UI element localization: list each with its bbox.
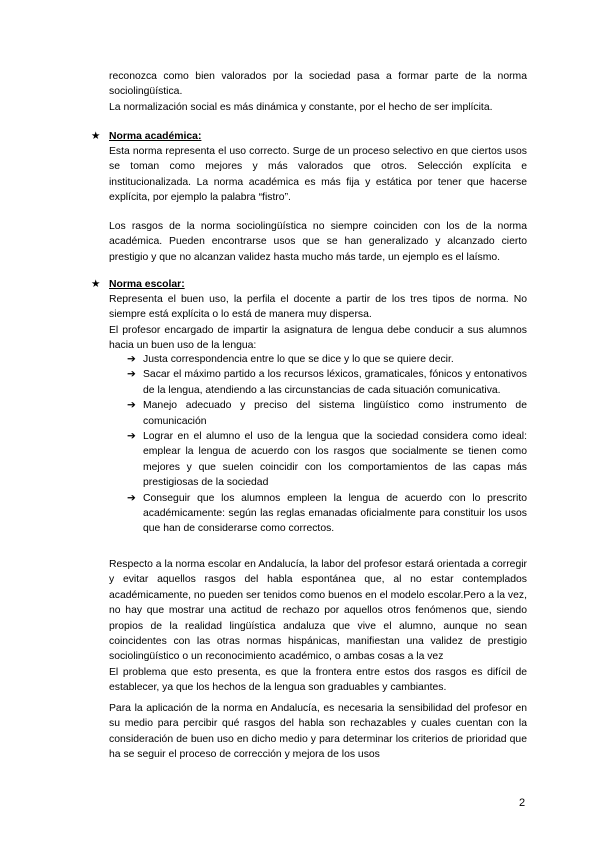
andalucia-paragraph1 bbox=[109, 557, 527, 696]
list-item-text: Manejo adecuado y preciso del sistema lingüístico como instrumento de comunicación bbox=[143, 400, 527, 427]
academica-paragraph1 bbox=[109, 144, 527, 206]
arrow-bullet-icon: ➔ bbox=[127, 354, 136, 365]
star-bullet-icon: ★ bbox=[91, 131, 101, 142]
list-item bbox=[127, 491, 527, 537]
heading-norma-escolar bbox=[91, 277, 185, 292]
list-item-text: Sacar el máximo partido a los recursos léxicos, gramaticales, fónicos y entonativos de la lengua, atendiendo a las circunstancias de cada situación comunicativa. bbox=[143, 369, 527, 396]
list-item bbox=[127, 398, 527, 429]
academica-paragraph2 bbox=[109, 219, 527, 265]
andalucia-paragraph3-text: Para la aplicación de la norma en Andalucía, es necesaria la sensibilidad del profesor en su medio para percibir qué rasgos del habla son rechazables y cuales cuentan con la consideración de buen uso en dicho medio y para determinar los criterios de prioridad que ha se seguir el proceso de corrección y mejora de los usos bbox=[109, 703, 527, 761]
list-item-text: Conseguir que los alumnos empleen la lengua de acuerdo con lo prescrito académicamente: según las reglas emanadas oficialmente para constituir los usos que han de considerarse como correctos. bbox=[143, 492, 527, 535]
top-paragraph-line1: reconozca como bien valorados por la sociedad pasa a formar parte de la norma sociolingüística. bbox=[109, 71, 527, 98]
list-item bbox=[127, 429, 527, 491]
page-number: 2 bbox=[519, 797, 526, 809]
academica-paragraph1-text: Esta norma representa el uso correcto. Surge de un proceso selectivo en que ciertos usos se toman como mejores y más valorados que otros. Selección explícita e institucionalizada. La norma académica es más fija y estática por tener que hacerse explícita, por ejemplo la palabra “fistro”. bbox=[109, 146, 527, 204]
heading-norma-academica-title: Norma académica: bbox=[109, 131, 202, 142]
heading-norma-academica bbox=[91, 129, 201, 144]
escolar-paragraph2-text: El profesor encargado de impartir la asignatura de lengua debe conducir a sus alumnos hacia un buen uso de la lengua: bbox=[109, 324, 527, 352]
top-paragraph-line2: La normalización social es más dinámica y constante, por el hecho de ser implícita. bbox=[109, 101, 493, 113]
escolar-bullet-list bbox=[127, 352, 527, 537]
escolar-paragraph1-text: Representa el buen uso, la perfila el docente a partir de los tres tipos de norma. No siempre está explícita o lo está de manera muy dispersa. bbox=[109, 294, 527, 321]
list-item-text: Justa correspondencia entre lo que se dice y lo que se quiere decir. bbox=[143, 354, 454, 365]
arrow-bullet-icon: ➔ bbox=[127, 431, 136, 443]
list-item bbox=[127, 352, 527, 367]
andalucia-paragraph3 bbox=[109, 701, 527, 763]
escolar-paragraphs bbox=[109, 292, 527, 354]
academica-paragraph2-text: Los rasgos de la norma sociolingüística no siempre coinciden con los de la norma académica. Pueden encontrarse usos que se han generalizado y alcanzado cierto prestigio y que no alcanzan validez hasta mucho más tarde, un ejemplo es el laísmo. bbox=[109, 221, 527, 263]
arrow-bullet-icon: ➔ bbox=[127, 400, 136, 412]
arrow-bullet-icon: ➔ bbox=[127, 492, 136, 504]
list-item bbox=[127, 367, 527, 398]
arrow-bullet-icon: ➔ bbox=[127, 369, 136, 381]
list-item-text: Lograr en el alumno el uso de la lengua que la sociedad considera como ideal: emplear la lengua de acuerdo con los rasgos que socialmente se tienen como mejores y que suelen coincidir con los comportamientos de las capas más prestigiosas de la sociedad bbox=[143, 431, 527, 489]
heading-norma-escolar-title: Norma escolar: bbox=[109, 279, 185, 290]
andalucia-paragraph1-text: Respecto a la norma escolar en Andalucía, la labor del profesor estará orientada a corregir y evitar aquellos rasgos del habla espontánea que, al no estar contemplados académicamente, no pueden ser tenidos como buenos en el modelo escolar.Pero a la vez, no hay que mostrar una actitud de rechazo por aquellos otros fenómenos que, siendo propios de la realidad lingüística andaluza que vive el alumno, aunque no sean coincidentes con las otras normas hispánicas, manifiestan una validez de prestigio sociolingüístico o un reconocimiento académico, o ambas cosas a la vez bbox=[109, 559, 527, 663]
top-paragraph bbox=[109, 69, 527, 115]
star-bullet-icon: ★ bbox=[91, 279, 101, 290]
andalucia-paragraph2-text: El problema que esto presenta, es que la frontera entre estos dos rasgos es difícil de establecer, ya que los hechos de la lengua son graduables y cambiantes. bbox=[109, 666, 527, 694]
